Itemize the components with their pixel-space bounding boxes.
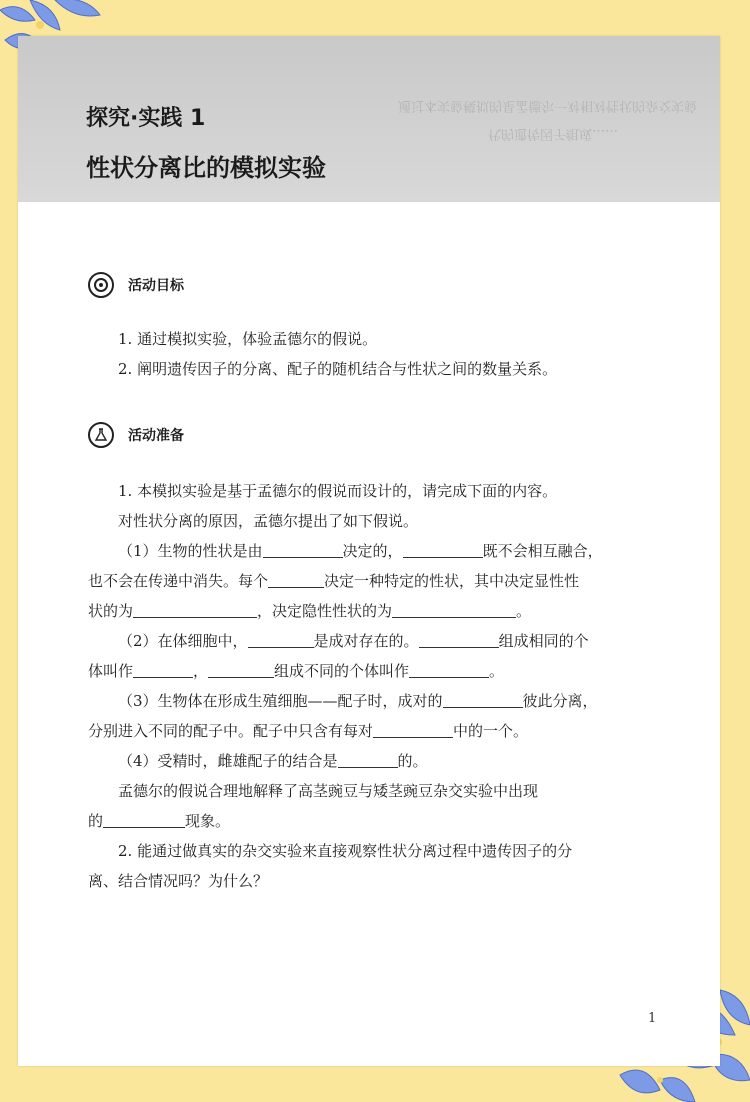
hypothesis-3: （3）生物体在形成生殖细胞——配子时，成对的 彼此分离， [88,686,648,716]
preparation-label: 活动准备 [128,428,184,444]
answer-blank[interactable] [403,539,483,558]
header-band [18,36,720,202]
list-item: 1. 通过模拟实验，体验孟德尔的假说。 [118,330,378,348]
lab-flask-icon [88,422,114,448]
question-2-cont: 离、结合情况吗？为什么？ [88,872,269,890]
answer-blank[interactable] [373,719,453,738]
answer-blank[interactable] [133,599,257,618]
answer-blank[interactable] [208,659,274,678]
summary: 孟德尔的假说合理地解释了高茎豌豆与矮茎豌豆杂交实验中出现 [118,782,539,800]
question-1-intro: 1. 本模拟实验是基于孟德尔的假说而设计的，请完成下面的内容。 [118,482,558,500]
hypothesis-3-cont: 分别进入不同的配子中。配子中只含有每对 中的一个。 [88,716,648,746]
answer-blank[interactable] [103,809,185,828]
hypothesis-1-cont: 也不会在传递中消失。每个 决定一种特定的性状，其中决定显性性 [88,566,648,596]
objectives-list [88,324,648,384]
answer-blank[interactable] [419,629,499,648]
hypothesis-4: （4）受精时，雌雄配子的结合是 的。 [88,746,648,776]
bleed-through-text: 通过本实验模拟的是孟德尔一对相对性状的杂交实验 [398,98,698,113]
answer-blank[interactable] [268,569,324,588]
page-number: 1 [648,1011,657,1026]
hypothesis-1: （1）生物的性状是由 决定的， 既不会相互融合， [88,536,648,566]
answer-blank[interactable] [263,539,343,558]
answer-blank[interactable] [133,659,193,678]
answer-blank[interactable] [392,599,516,618]
objectives-label: 活动目标 [128,278,184,294]
answer-blank[interactable] [338,749,398,768]
answer-blank[interactable] [248,629,314,648]
list-item: 2. 阐明遗传因子的分离、配子的随机结合与性状之间的数量关系。 [118,360,558,378]
question-2: 2. 能通过做真实的杂交实验来直接观察性状分离过程中遗传因子的分 [118,842,573,860]
question-1-lead: 对性状分离的原因，孟德尔提出了如下假说。 [118,512,419,530]
summary-cont: 的 现象。 [88,806,648,836]
answer-blank[interactable] [443,689,523,708]
hypothesis-2: （2）在体细胞中， 是成对存在的。 组成相同的个 [88,626,648,656]
preparation-body [88,476,648,896]
answer-blank[interactable] [409,659,489,678]
section-kicker: 探究·实践 1 [86,106,206,131]
preparation-heading [88,422,184,448]
hypothesis-1-cont: 状的为 ，决定隐性性状的为 。 [88,596,648,626]
hypothesis-2-cont: 体叫作 ， 组成不同的个体叫作 。 [88,656,648,686]
bleed-through-text: 代的遗传因子组成…… [488,126,619,141]
document-page [18,36,720,1066]
target-icon [88,272,114,298]
objectives-heading [88,272,184,298]
page-title: 性状分离比的模拟实验 [86,154,326,182]
